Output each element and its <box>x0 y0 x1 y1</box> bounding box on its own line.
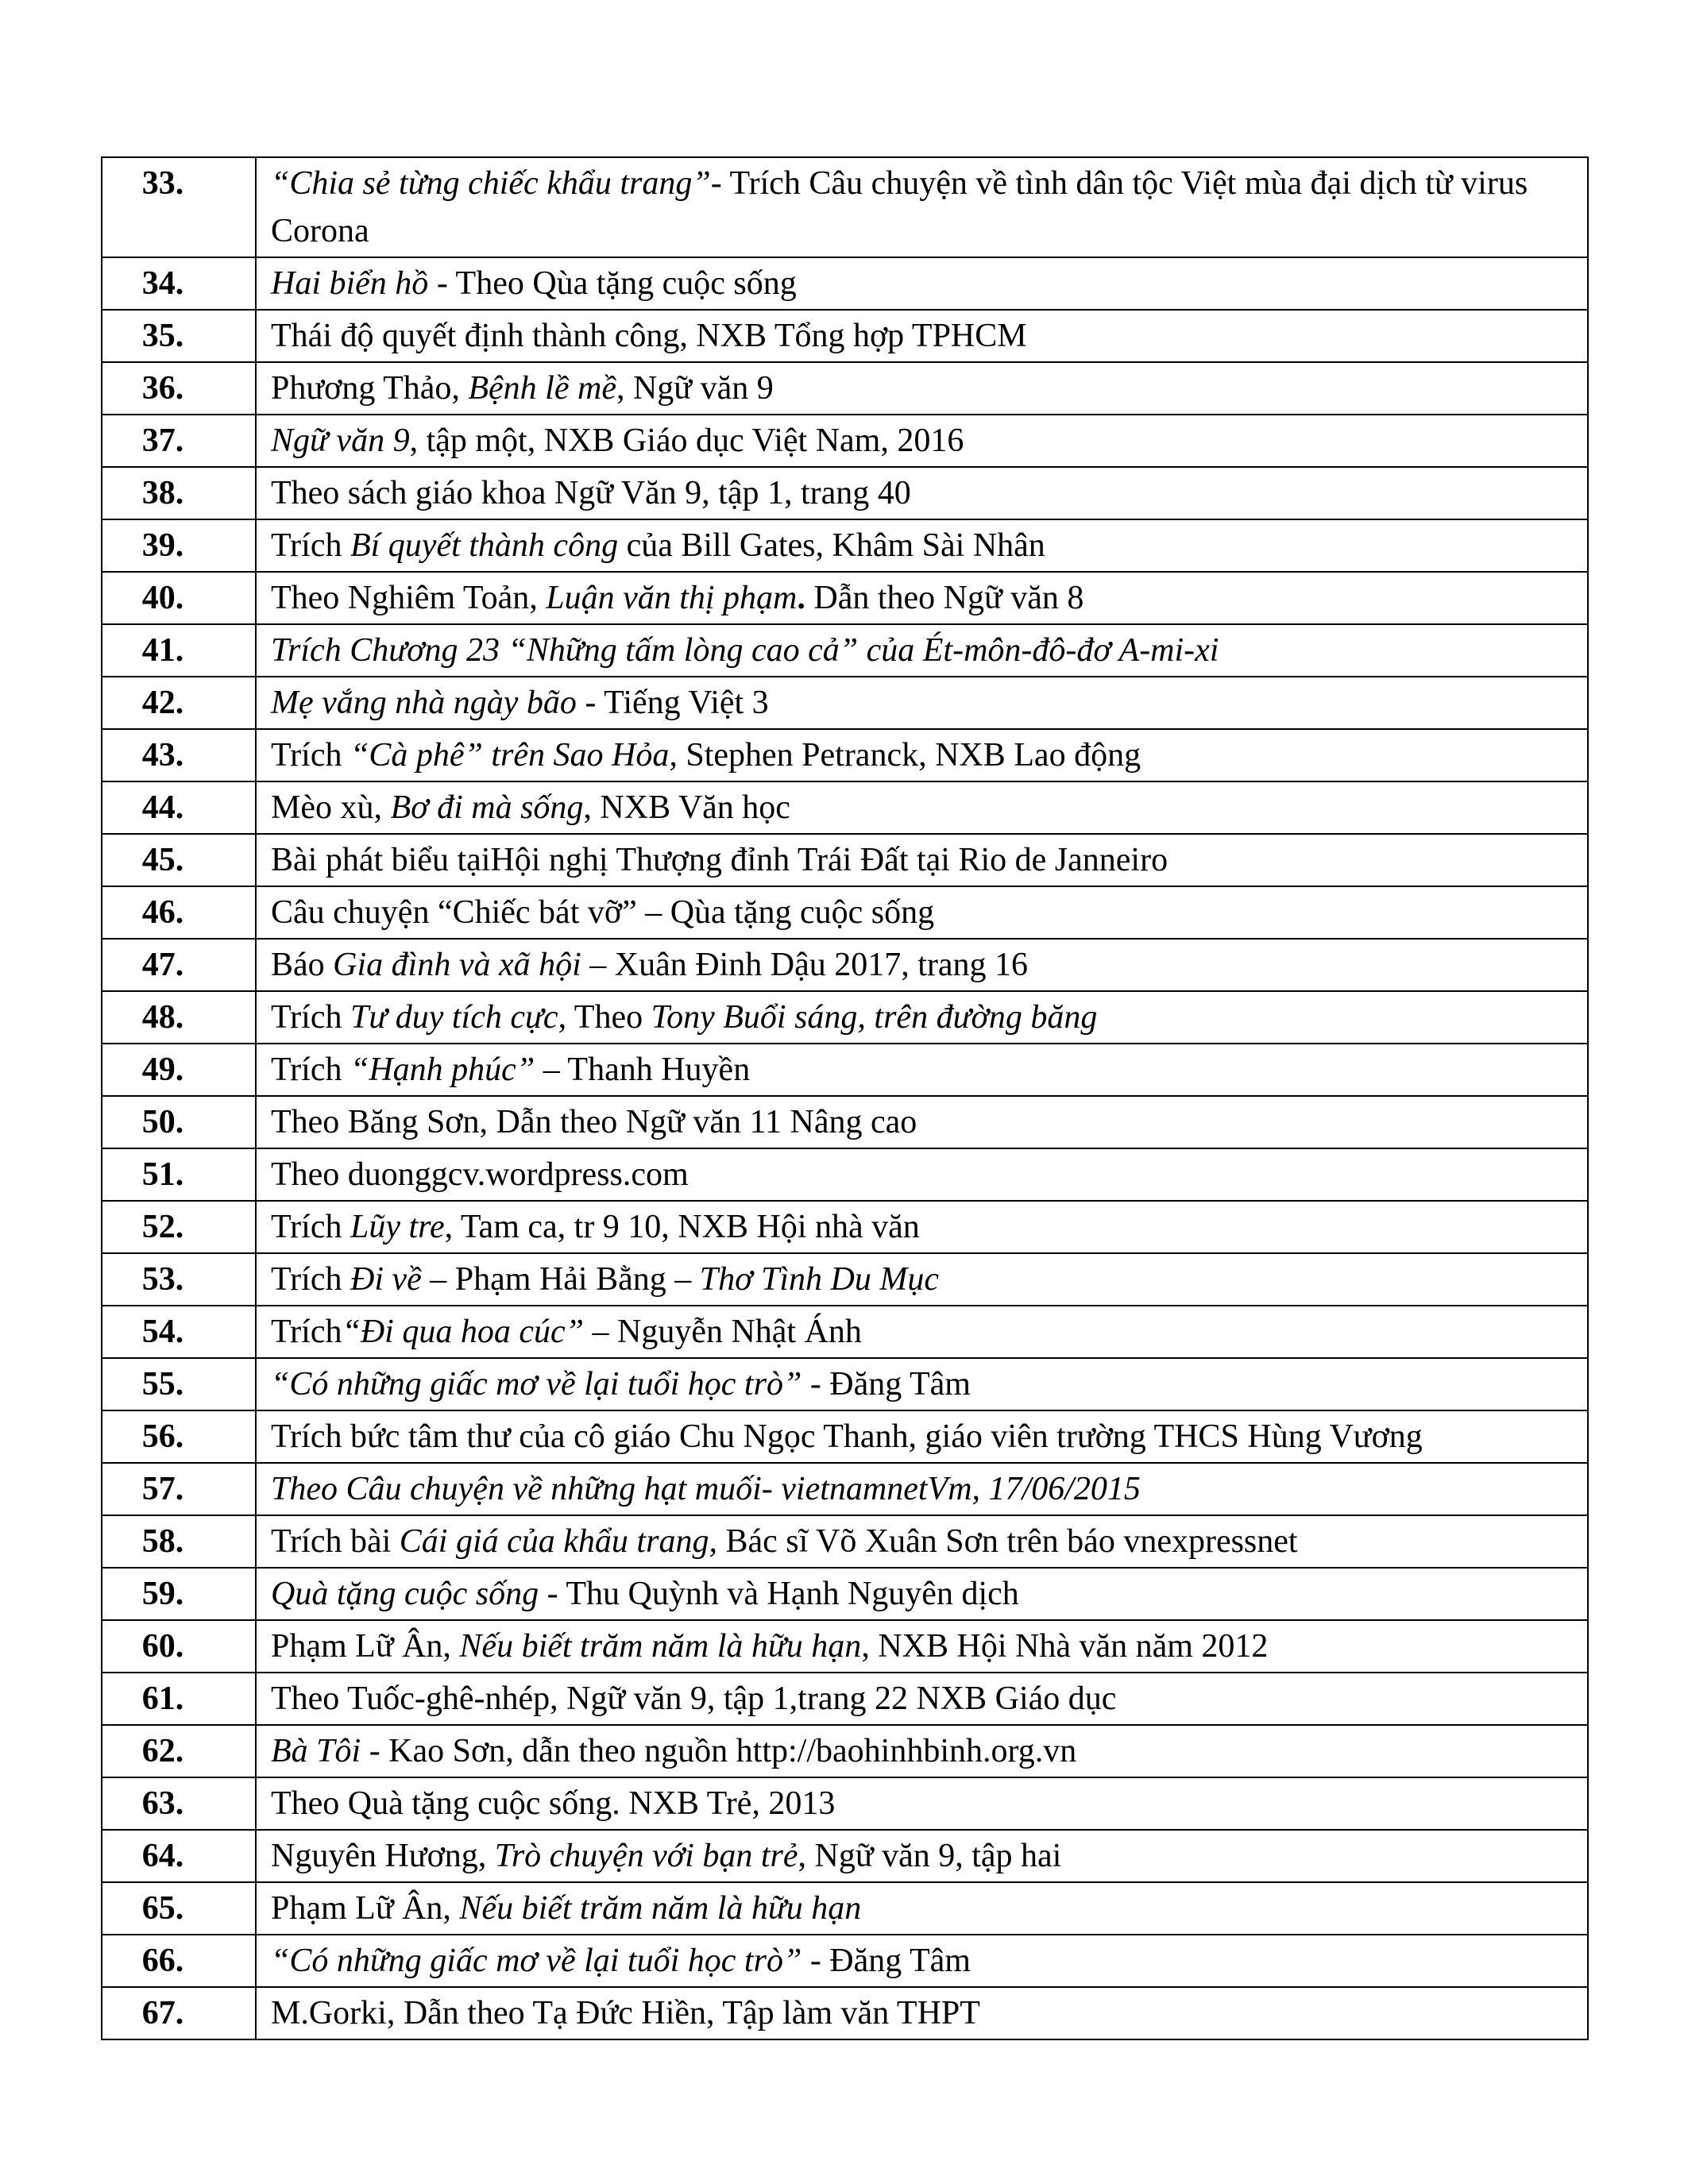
reference-text <box>256 572 1588 624</box>
row-number: 46. <box>102 886 256 939</box>
italic-segment: Bơ đi mà sống <box>390 789 584 826</box>
reference-text <box>256 834 1588 886</box>
text-segment: Mèo xù, <box>271 789 391 826</box>
table-row <box>102 310 1588 362</box>
italic-segment: Tony Buổi sáng, trên đường băng <box>651 999 1098 1036</box>
reference-text <box>256 257 1588 310</box>
row-number: 67. <box>102 1987 256 2039</box>
table-row <box>102 1253 1588 1306</box>
reference-text <box>256 781 1588 834</box>
text-segment: , Tam ca, tr 9 10, NXB Hội nhà văn <box>444 1209 920 1245</box>
row-number: 48. <box>102 991 256 1044</box>
italic-segment: Gia đình và xã hội <box>333 947 581 983</box>
table-row <box>102 1463 1588 1515</box>
italic-segment: Quà tặng cuộc sống <box>271 1576 539 1612</box>
reference-text <box>256 362 1588 415</box>
text-segment: Trích <box>271 527 350 564</box>
reference-text <box>256 1253 1588 1306</box>
table-row <box>102 1935 1588 1987</box>
reference-text <box>256 415 1588 467</box>
text-segment: - Kao Sơn, dẫn theo nguồn http://baohinhbinh.org.vn <box>361 1733 1077 1769</box>
row-number: 66. <box>102 1935 256 1987</box>
table-row <box>102 362 1588 415</box>
text-segment: Theo sách giáo khoa Ngữ Văn 9, tập 1, trang 40 <box>271 475 911 511</box>
reference-text <box>256 677 1588 729</box>
reference-table-body <box>102 157 1588 2039</box>
reference-text <box>256 886 1588 939</box>
row-number: 35. <box>102 310 256 362</box>
table-row <box>102 939 1588 991</box>
table-row <box>102 467 1588 519</box>
text-segment: Trích <box>271 1209 350 1245</box>
reference-text <box>256 1306 1588 1358</box>
reference-text <box>256 1830 1588 1882</box>
italic-segment: “Đi qua hoa cúc” <box>342 1314 584 1350</box>
italic-segment: Nếu biết trăm năm là hữu hạn <box>459 1628 862 1665</box>
row-number: 53. <box>102 1253 256 1306</box>
row-number: 65. <box>102 1882 256 1935</box>
text-segment: – Thanh Huyền <box>535 1051 751 1088</box>
row-number: 33. <box>102 157 256 257</box>
row-number: 64. <box>102 1830 256 1882</box>
reference-text <box>256 1725 1588 1777</box>
italic-segment: Tư duy tích cực <box>350 999 558 1036</box>
text-segment: Stephen Petranck, NXB Lao động <box>677 737 1141 774</box>
row-number: 59. <box>102 1568 256 1620</box>
table-row <box>102 781 1588 834</box>
text-segment: – Phạm Hải Bằng – <box>421 1261 700 1298</box>
italic-segment: “Cà phê” trên Sao Hỏa, <box>350 737 678 774</box>
row-number: 55. <box>102 1358 256 1410</box>
table-row <box>102 1096 1588 1148</box>
table-row <box>102 677 1588 729</box>
table-row <box>102 1620 1588 1673</box>
reference-text <box>256 1148 1588 1201</box>
italic-segment: Bệnh lề mề <box>468 370 616 407</box>
row-number: 34. <box>102 257 256 310</box>
text-segment: , Ngữ văn 9 <box>616 370 774 407</box>
row-number: 49. <box>102 1044 256 1096</box>
row-number: 43. <box>102 729 256 781</box>
row-number: 56. <box>102 1410 256 1463</box>
italic-segment: Luận văn thị phạm <box>546 580 798 616</box>
text-segment: - Theo Qùa tặng cuộc sống <box>428 265 797 302</box>
text-segment: – Nguyễn Nhật Ánh <box>583 1314 862 1350</box>
italic-segment: Mẹ vắng nhà ngày bão <box>271 685 577 721</box>
reference-text <box>256 1358 1588 1410</box>
text-segment: Theo duonggcv.wordpress.com <box>271 1156 689 1193</box>
text-segment: Trích <box>271 1261 350 1298</box>
table-row <box>102 886 1588 939</box>
reference-text <box>256 1410 1588 1463</box>
text-segment: M.Gorki, Dẫn theo Tạ Đức Hiền, Tập làm văn THPT <box>271 1995 980 2032</box>
table-row <box>102 257 1588 310</box>
row-number: 63. <box>102 1777 256 1830</box>
text-segment: Trích <box>271 1051 350 1088</box>
text-segment: Bài phát biểu tạiHội nghị Thượng đỉnh Trái Đất tại Rio de Janneiro <box>271 842 1168 878</box>
italic-segment: “Có những giấc mơ về lại tuổi học trò” <box>271 1943 802 1979</box>
row-number: 62. <box>102 1725 256 1777</box>
row-number: 36. <box>102 362 256 415</box>
text-segment: Thái độ quyết định thành công, NXB Tổng hợp TPHCM <box>271 318 1027 354</box>
reference-text <box>256 1201 1588 1253</box>
text-segment: Trích bức tâm thư của cô giáo Chu Ngọc Thanh, giáo viên trường THCS Hùng Vương <box>271 1418 1423 1455</box>
italic-segment: “Chia sẻ từng chiếc khẩu trang” <box>271 165 711 202</box>
table-row <box>102 1515 1588 1568</box>
text-segment: Theo Quà tặng cuộc sống. NXB Trẻ, 2013 <box>271 1785 836 1822</box>
table-row <box>102 572 1588 624</box>
row-number: 45. <box>102 834 256 886</box>
reference-text <box>256 1044 1588 1096</box>
italic-segment: “Hạnh phúc” <box>350 1051 535 1088</box>
reference-text <box>256 1463 1588 1515</box>
reference-text <box>256 1568 1588 1620</box>
reference-text <box>256 991 1588 1044</box>
italic-segment: Thơ Tình Du Mục <box>699 1261 940 1298</box>
italic-segment: Ngữ văn 9 <box>271 423 410 459</box>
table-row <box>102 729 1588 781</box>
italic-segment: Cái giá của khẩu trang, <box>399 1523 717 1560</box>
reference-text <box>256 939 1588 991</box>
text-segment: Phạm Lữ Ân, <box>271 1890 460 1927</box>
reference-text <box>256 1987 1588 2039</box>
table-row <box>102 1306 1588 1358</box>
text-segment: , NXB Văn học <box>583 789 790 826</box>
text-segment: Câu chuyện “Chiếc bát vỡ” – Qùa tặng cuộc sống <box>271 894 935 931</box>
reference-text <box>256 1882 1588 1935</box>
text-segment: Trích <box>271 1314 342 1350</box>
text-segment: Phương Thảo, <box>271 370 469 407</box>
row-number: 39. <box>102 519 256 572</box>
table-row <box>102 1358 1588 1410</box>
table-row <box>102 1673 1588 1725</box>
reference-text <box>256 1620 1588 1673</box>
text-segment: Theo Tuốc-ghê-nhép, Ngữ văn 9, tập 1,trang 22 NXB Giáo dục <box>271 1680 1117 1717</box>
row-number: 60. <box>102 1620 256 1673</box>
row-number: 58. <box>102 1515 256 1568</box>
row-number: 47. <box>102 939 256 991</box>
table-row <box>102 1148 1588 1201</box>
italic-segment: Hai biển hồ <box>271 265 429 302</box>
text-segment: Theo Băng Sơn, Dẫn theo Ngữ văn 11 Nâng cao <box>271 1104 917 1140</box>
text-segment: - Trích Câu chuyện về tình dân tộc Việt mùa đại dịch từ virus Corona <box>271 165 1528 249</box>
row-number: 41. <box>102 624 256 677</box>
text-segment: , Ngữ văn 9, tập hai <box>798 1838 1062 1874</box>
text-segment: Dẫn theo Ngữ văn 8 <box>805 580 1084 616</box>
table-row <box>102 991 1588 1044</box>
bold-segment: . <box>797 580 805 616</box>
table-row <box>102 1777 1588 1830</box>
text-segment: của Bill Gates, Khâm Sài Nhân <box>618 527 1045 564</box>
row-number: 51. <box>102 1148 256 1201</box>
reference-text <box>256 467 1588 519</box>
italic-segment: “Có những giấc mơ về lại tuổi học trò” <box>271 1366 802 1403</box>
reference-text <box>256 729 1588 781</box>
text-segment: Theo Nghiêm Toản, <box>271 580 547 616</box>
text-segment: , tập một, NXB Giáo dục Việt Nam, 2016 <box>409 423 964 459</box>
reference-text <box>256 157 1588 257</box>
reference-text <box>256 1096 1588 1148</box>
table-row <box>102 157 1588 257</box>
row-number: 40. <box>102 572 256 624</box>
text-segment: Phạm Lữ Ân, <box>271 1628 460 1665</box>
table-row <box>102 1044 1588 1096</box>
row-number: 54. <box>102 1306 256 1358</box>
reference-text <box>256 624 1588 677</box>
table-row <box>102 1201 1588 1253</box>
text-segment: – Xuân Đinh Dậu 2017, trang 16 <box>581 947 1029 983</box>
italic-segment: Nếu biết trăm năm là hữu hạn <box>459 1890 862 1927</box>
row-number: 50. <box>102 1096 256 1148</box>
italic-segment: Theo Câu chuyện về những hạt muối- vietnamnetVm, 17/06/2015 <box>271 1471 1141 1507</box>
row-number: 61. <box>102 1673 256 1725</box>
reference-text <box>256 310 1588 362</box>
text-segment: , NXB Hội Nhà văn năm 2012 <box>861 1628 1269 1665</box>
table-row <box>102 1830 1588 1882</box>
table-row <box>102 519 1588 572</box>
italic-segment: Trích Chương 23 “Những tấm lòng cao cả” của Ét-môn-đô-đơ A-mi-xi <box>271 632 1219 669</box>
table-row <box>102 624 1588 677</box>
reference-table <box>101 156 1589 2040</box>
italic-segment: Bí quyết thành công <box>350 527 619 564</box>
text-segment: Trích bài <box>271 1523 400 1560</box>
table-row <box>102 1987 1588 2039</box>
reference-text <box>256 1777 1588 1830</box>
text-segment: - Thu Quỳnh và Hạnh Nguyên dịch <box>539 1576 1019 1612</box>
row-number: 37. <box>102 415 256 467</box>
row-number: 38. <box>102 467 256 519</box>
table-row <box>102 1410 1588 1463</box>
table-row <box>102 1882 1588 1935</box>
text-segment: Trích <box>271 737 350 774</box>
text-segment: , Theo <box>558 999 651 1036</box>
italic-segment: Bà Tôi <box>271 1733 361 1769</box>
text-segment: Trích <box>271 999 350 1036</box>
italic-segment: Trò chuyện với bạn trẻ <box>494 1838 798 1874</box>
text-segment: - Tiếng Việt 3 <box>576 685 769 721</box>
text-segment: Báo <box>271 947 334 983</box>
row-number: 42. <box>102 677 256 729</box>
italic-segment: Đi về <box>350 1261 422 1298</box>
reference-text <box>256 1935 1588 1987</box>
reference-text <box>256 519 1588 572</box>
row-number: 44. <box>102 781 256 834</box>
table-row <box>102 415 1588 467</box>
text-segment: - Đăng Tâm <box>802 1943 971 1979</box>
reference-list-page <box>101 156 1589 2040</box>
table-row <box>102 1725 1588 1777</box>
table-row <box>102 834 1588 886</box>
row-number: 52. <box>102 1201 256 1253</box>
reference-text <box>256 1673 1588 1725</box>
text-segment: - Đăng Tâm <box>802 1366 971 1403</box>
italic-segment: Lũy tre <box>350 1209 445 1245</box>
text-segment: Nguyên Hương, <box>271 1838 495 1874</box>
reference-text <box>256 1515 1588 1568</box>
row-number: 57. <box>102 1463 256 1515</box>
table-row <box>102 1568 1588 1620</box>
text-segment: Bác sĩ Võ Xuân Sơn trên báo vnexpressnet <box>717 1523 1298 1560</box>
